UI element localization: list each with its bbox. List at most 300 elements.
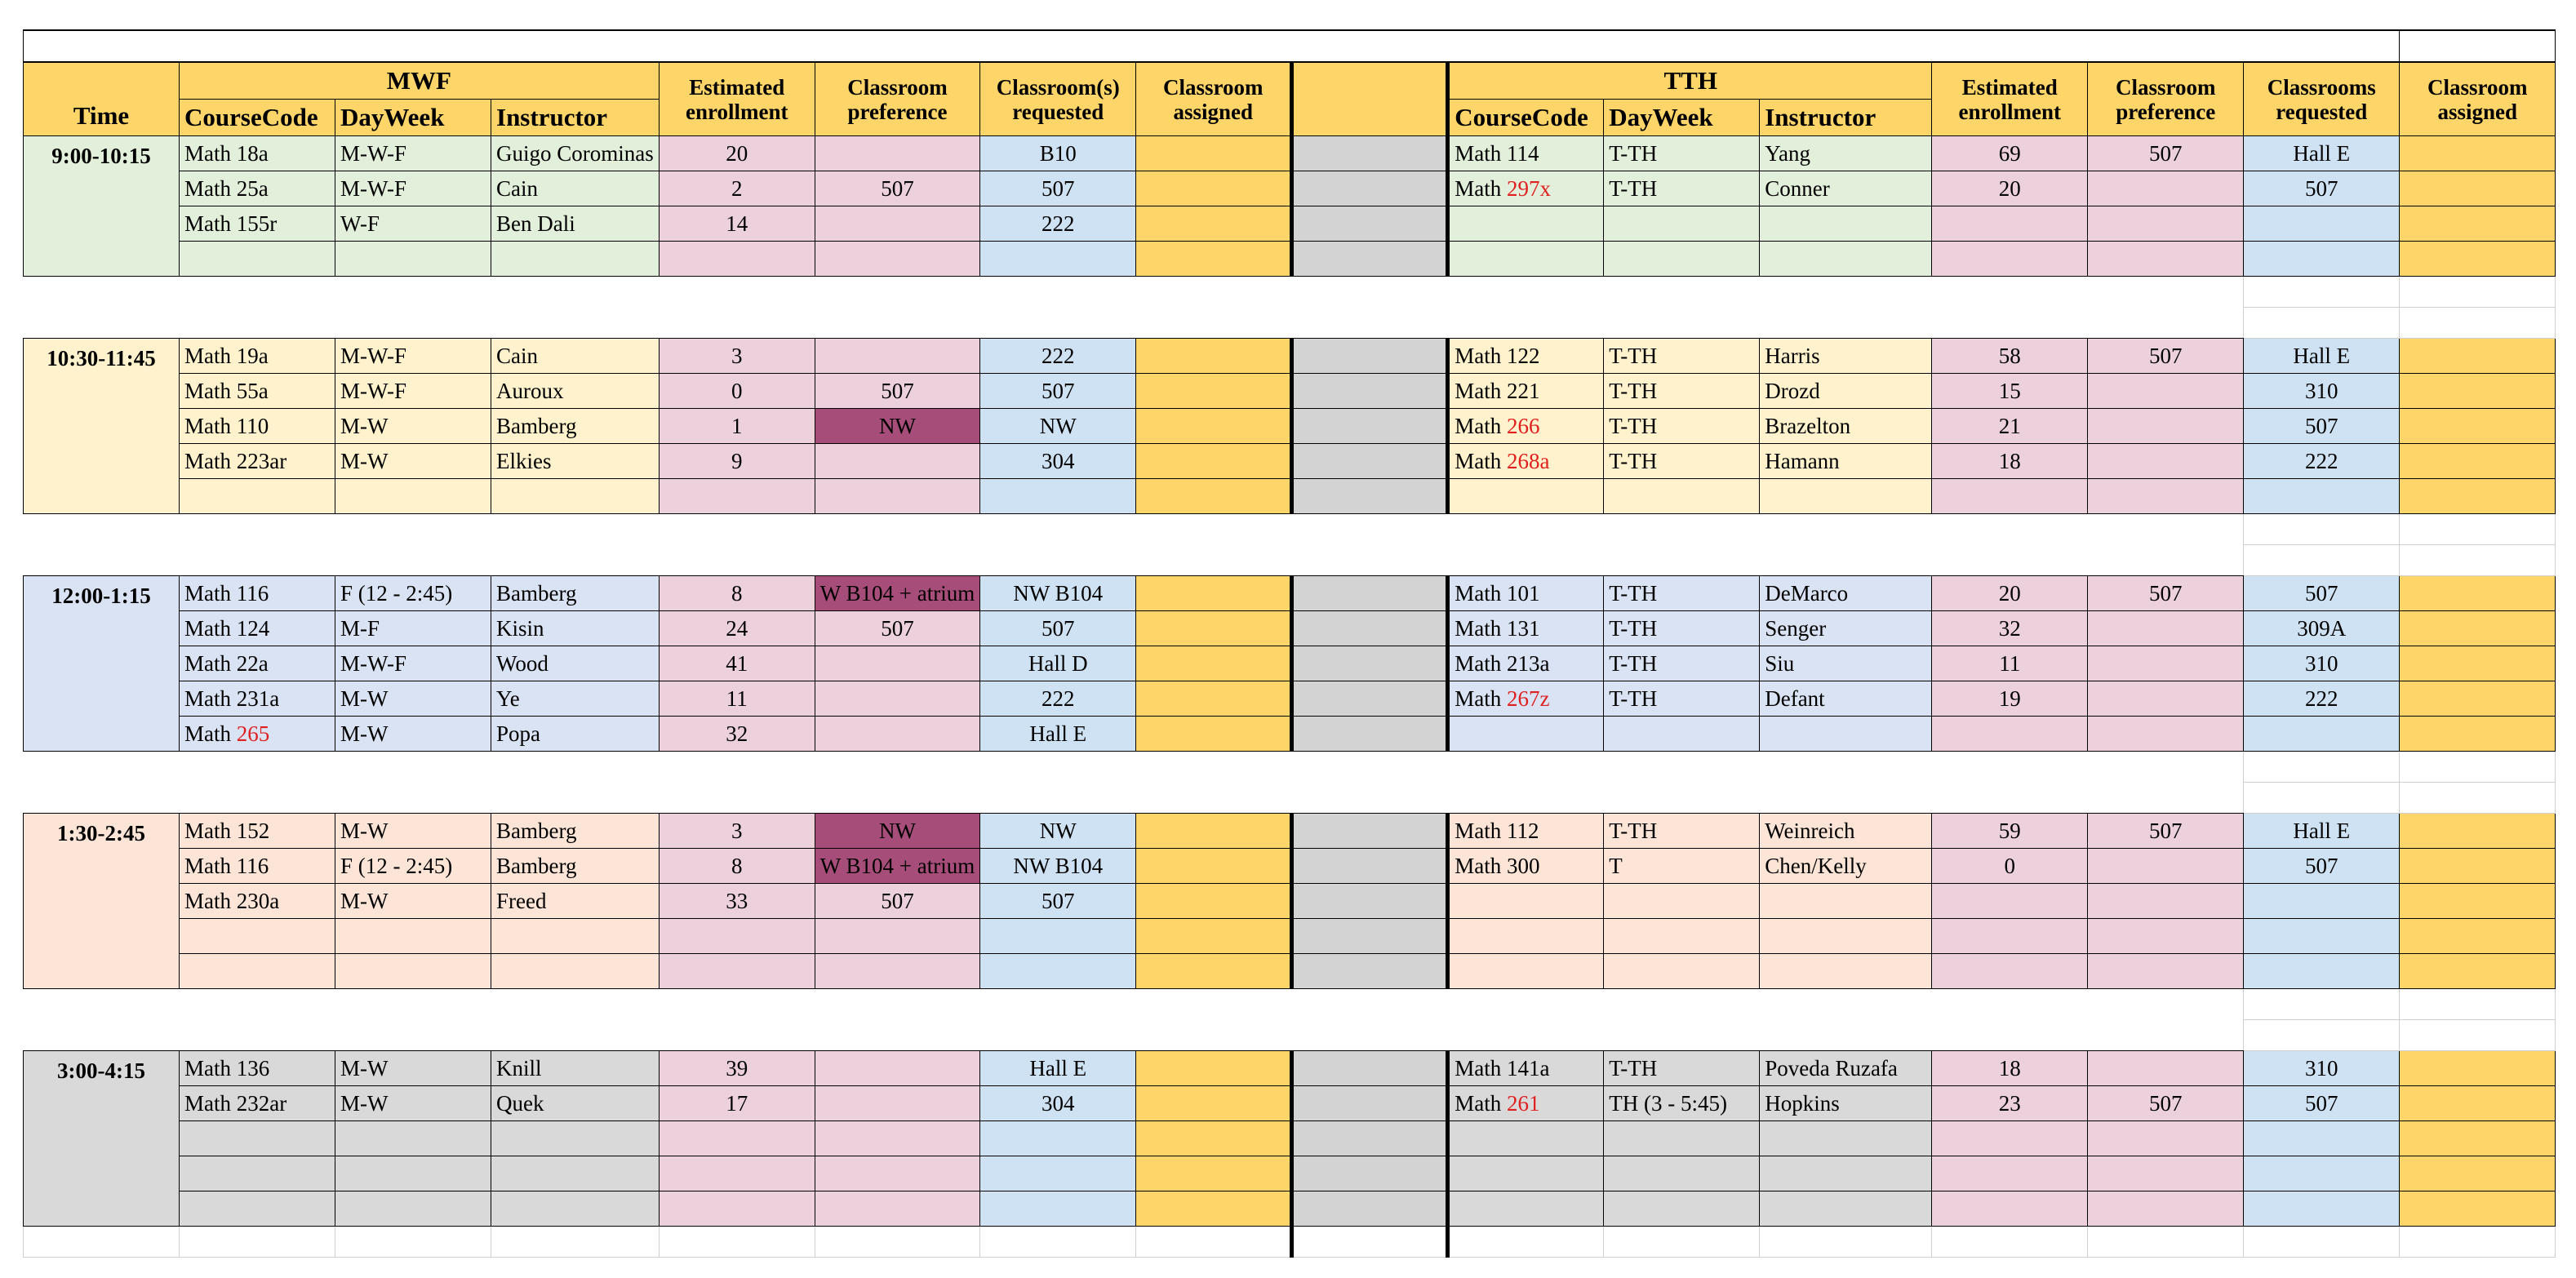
tth-dayweek-cell[interactable] bbox=[1604, 479, 1760, 514]
mwf-instructor-cell[interactable] bbox=[491, 1156, 660, 1191]
mwf-course-code-cell[interactable] bbox=[180, 242, 335, 277]
empty-cell[interactable] bbox=[180, 1227, 335, 1258]
mwf-assigned-cell[interactable] bbox=[1136, 206, 1292, 242]
mwf-instructor-cell[interactable] bbox=[491, 479, 660, 514]
spacer-grid-cell[interactable] bbox=[2400, 308, 2556, 339]
tth-requested-cell[interactable] bbox=[2244, 206, 2400, 242]
tth-requested-cell[interactable] bbox=[2244, 1121, 2400, 1156]
mwf-requested-cell[interactable]: 222 bbox=[980, 206, 1136, 242]
mwf-requested-cell[interactable]: 507 bbox=[980, 374, 1136, 409]
mwf-preference-cell[interactable] bbox=[815, 919, 979, 954]
tth-dayweek-cell[interactable] bbox=[1604, 1121, 1760, 1156]
tth-preference-cell[interactable] bbox=[2088, 444, 2244, 479]
tth-enrollment-cell[interactable]: 21 bbox=[1932, 409, 2088, 444]
tth-course-code-cell[interactable] bbox=[1448, 646, 1604, 681]
mwf-preference-cell[interactable]: NW bbox=[815, 814, 979, 849]
empty-cell[interactable] bbox=[335, 1227, 491, 1258]
tth-assigned-cell[interactable] bbox=[2400, 242, 2556, 277]
tth-enrollment-cell[interactable] bbox=[1932, 884, 2088, 919]
empty-cell[interactable] bbox=[1136, 1227, 1292, 1258]
mwf-dayweek-cell[interactable]: M-W bbox=[335, 409, 491, 444]
tth-dayweek-cell[interactable]: T-TH bbox=[1604, 374, 1760, 409]
tth-preference-cell[interactable] bbox=[2088, 954, 2244, 989]
mwf-preference-cell[interactable] bbox=[815, 717, 979, 752]
tth-instructor-cell[interactable]: Hopkins bbox=[1760, 1086, 1932, 1121]
mwf-enrollment-cell[interactable]: 9 bbox=[659, 444, 815, 479]
tth-course-code-cell[interactable] bbox=[1448, 136, 1604, 171]
tth-dayweek-cell[interactable] bbox=[1604, 884, 1760, 919]
mwf-assigned-cell[interactable] bbox=[1136, 444, 1292, 479]
mwf-requested-cell[interactable]: B10 bbox=[980, 136, 1136, 171]
mwf-enrollment-cell[interactable] bbox=[659, 1156, 815, 1191]
mwf-dayweek-cell[interactable] bbox=[335, 1121, 491, 1156]
tth-dayweek-cell[interactable]: T-TH bbox=[1604, 409, 1760, 444]
tth-preference-cell[interactable] bbox=[2088, 1156, 2244, 1191]
tth-dayweek-cell[interactable]: T bbox=[1604, 849, 1760, 884]
mwf-preference-cell[interactable]: NW bbox=[815, 409, 979, 444]
spacer-cell[interactable] bbox=[24, 752, 2244, 814]
tth-requested-cell[interactable] bbox=[2244, 242, 2400, 277]
tth-dayweek-cell[interactable]: TH (3 - 5:45) bbox=[1604, 1086, 1760, 1121]
mwf-requested-cell[interactable]: 507 bbox=[980, 611, 1136, 646]
tth-requested-cell[interactable] bbox=[2244, 717, 2400, 752]
tth-instructor-header[interactable]: Instructor bbox=[1760, 100, 1932, 136]
tth-course-code-cell[interactable] bbox=[1448, 884, 1604, 919]
tth-requested-cell[interactable]: 507 bbox=[2244, 576, 2400, 611]
tth-assigned-cell[interactable] bbox=[2400, 1191, 2556, 1227]
mwf-dayweek-cell[interactable]: M-W bbox=[335, 681, 491, 717]
mwf-dayweek-cell[interactable] bbox=[335, 479, 491, 514]
mwf-instructor-cell[interactable]: Quek bbox=[491, 1086, 660, 1121]
mwf-enrollment-cell[interactable]: 17 bbox=[659, 1086, 815, 1121]
mwf-assigned-cell[interactable] bbox=[1136, 136, 1292, 171]
empty-cell[interactable] bbox=[491, 1227, 660, 1258]
tth-course-code-cell[interactable] bbox=[1448, 717, 1604, 752]
tth-course-code-cell[interactable] bbox=[1448, 206, 1604, 242]
mwf-dayweek-header[interactable]: DayWeek bbox=[335, 100, 491, 136]
mwf-enrollment-cell[interactable] bbox=[659, 1191, 815, 1227]
mwf-instructor-cell[interactable]: Kisin bbox=[491, 611, 660, 646]
tth-assigned-cell[interactable] bbox=[2400, 206, 2556, 242]
mwf-dayweek-cell[interactable]: M-W-F bbox=[335, 646, 491, 681]
tth-dayweek-cell[interactable] bbox=[1604, 717, 1760, 752]
mwf-instructor-cell[interactable]: Elkies bbox=[491, 444, 660, 479]
tth-assigned-cell[interactable] bbox=[2400, 884, 2556, 919]
mwf-instructor-cell[interactable] bbox=[491, 954, 660, 989]
mwf-instructor-cell[interactable]: Guigo Corominas bbox=[491, 136, 660, 171]
mwf-assigned-cell[interactable] bbox=[1136, 849, 1292, 884]
tth-enrollment-cell[interactable]: 11 bbox=[1932, 646, 2088, 681]
tth-instructor-cell[interactable]: DeMarco bbox=[1760, 576, 1932, 611]
tth-requested-cell[interactable] bbox=[2244, 1191, 2400, 1227]
mwf-instructor-cell[interactable]: Ben Dali bbox=[491, 206, 660, 242]
mwf-assigned-header[interactable]: Classroom assigned bbox=[1136, 62, 1292, 136]
tth-course-code-cell[interactable] bbox=[1448, 444, 1604, 479]
tth-dayweek-cell[interactable]: T-TH bbox=[1604, 681, 1760, 717]
tth-course-code-cell[interactable] bbox=[1448, 374, 1604, 409]
mwf-requested-cell[interactable]: 304 bbox=[980, 1086, 1136, 1121]
mwf-instructor-cell[interactable]: Popa bbox=[491, 717, 660, 752]
tth-assigned-cell[interactable] bbox=[2400, 954, 2556, 989]
mwf-dayweek-cell[interactable]: M-W-F bbox=[335, 339, 491, 374]
tth-preference-cell[interactable] bbox=[2088, 1191, 2244, 1227]
tth-requested-cell[interactable]: 310 bbox=[2244, 646, 2400, 681]
tth-preference-cell[interactable] bbox=[2088, 919, 2244, 954]
tth-preference-cell[interactable] bbox=[2088, 1121, 2244, 1156]
mwf-instructor-cell[interactable] bbox=[491, 242, 660, 277]
mwf-preference-cell[interactable] bbox=[815, 1051, 979, 1086]
time-slot-cell[interactable]: 10:30-11:45 bbox=[24, 339, 180, 514]
mwf-instructor-cell[interactable]: Cain bbox=[491, 339, 660, 374]
mwf-assigned-cell[interactable] bbox=[1136, 339, 1292, 374]
mwf-enrollment-cell[interactable] bbox=[659, 242, 815, 277]
tth-assigned-cell[interactable] bbox=[2400, 717, 2556, 752]
mwf-assigned-cell[interactable] bbox=[1136, 479, 1292, 514]
tth-enrollment-cell[interactable]: 15 bbox=[1932, 374, 2088, 409]
empty-cell[interactable] bbox=[1760, 1227, 1932, 1258]
tth-instructor-cell[interactable]: Poveda Ruzafa bbox=[1760, 1051, 1932, 1086]
mwf-enrollment-cell[interactable] bbox=[659, 954, 815, 989]
tth-requested-cell[interactable]: 507 bbox=[2244, 171, 2400, 206]
mwf-preference-cell[interactable] bbox=[815, 681, 979, 717]
mwf-requested-cell[interactable] bbox=[980, 1156, 1136, 1191]
mwf-preference-header[interactable]: Classroom preference bbox=[815, 62, 979, 136]
tth-dayweek-cell[interactable]: T-TH bbox=[1604, 1051, 1760, 1086]
top-strip-cell[interactable] bbox=[24, 30, 2400, 62]
mwf-preference-cell[interactable] bbox=[815, 206, 979, 242]
mwf-assigned-cell[interactable] bbox=[1136, 954, 1292, 989]
mwf-requested-cell[interactable] bbox=[980, 242, 1136, 277]
tth-requested-cell[interactable]: Hall E bbox=[2244, 136, 2400, 171]
mwf-enrollment-cell[interactable]: 11 bbox=[659, 681, 815, 717]
mwf-instructor-cell[interactable]: Bamberg bbox=[491, 409, 660, 444]
mwf-enrollment-cell[interactable]: 3 bbox=[659, 814, 815, 849]
empty-cell[interactable] bbox=[2400, 1227, 2556, 1258]
tth-dayweek-cell[interactable]: T-TH bbox=[1604, 136, 1760, 171]
mwf-dayweek-cell[interactable]: M-W bbox=[335, 884, 491, 919]
tth-assigned-cell[interactable] bbox=[2400, 136, 2556, 171]
mwf-course-code-cell[interactable] bbox=[180, 646, 335, 681]
mwf-course-code-cell[interactable] bbox=[180, 171, 335, 206]
spacer-grid-cell[interactable] bbox=[2244, 514, 2400, 545]
mwf-coursecode-header[interactable]: CourseCode bbox=[180, 100, 335, 136]
tth-preference-cell[interactable] bbox=[2088, 479, 2244, 514]
tth-instructor-cell[interactable] bbox=[1760, 1156, 1932, 1191]
tth-preference-cell[interactable] bbox=[2088, 206, 2244, 242]
tth-instructor-cell[interactable] bbox=[1760, 242, 1932, 277]
mwf-requested-cell[interactable]: NW B104 bbox=[980, 849, 1136, 884]
tth-preference-cell[interactable]: 507 bbox=[2088, 576, 2244, 611]
mwf-course-code-cell[interactable] bbox=[180, 576, 335, 611]
mwf-enrollment-cell[interactable]: 1 bbox=[659, 409, 815, 444]
tth-instructor-cell[interactable] bbox=[1760, 479, 1932, 514]
mwf-requested-cell[interactable] bbox=[980, 954, 1136, 989]
mwf-dayweek-cell[interactable] bbox=[335, 1156, 491, 1191]
tth-dayweek-cell[interactable] bbox=[1604, 206, 1760, 242]
mwf-assigned-cell[interactable] bbox=[1136, 409, 1292, 444]
spacer-grid-cell[interactable] bbox=[2244, 1020, 2400, 1051]
tth-enrollment-cell[interactable] bbox=[1932, 1191, 2088, 1227]
mwf-instructor-cell[interactable]: Ye bbox=[491, 681, 660, 717]
tth-enrollment-cell[interactable] bbox=[1932, 954, 2088, 989]
mwf-course-code-cell[interactable] bbox=[180, 849, 335, 884]
mwf-preference-cell[interactable] bbox=[815, 444, 979, 479]
mwf-instructor-cell[interactable]: Wood bbox=[491, 646, 660, 681]
spacer-grid-cell[interactable] bbox=[2400, 989, 2556, 1020]
tth-instructor-cell[interactable]: Brazelton bbox=[1760, 409, 1932, 444]
mwf-assigned-cell[interactable] bbox=[1136, 1156, 1292, 1191]
spacer-grid-cell[interactable] bbox=[2400, 1020, 2556, 1051]
mwf-requested-cell[interactable]: NW bbox=[980, 409, 1136, 444]
tth-assigned-cell[interactable] bbox=[2400, 444, 2556, 479]
tth-instructor-cell[interactable] bbox=[1760, 206, 1932, 242]
tth-dayweek-cell[interactable]: T-TH bbox=[1604, 646, 1760, 681]
mwf-enrollment-cell[interactable]: 39 bbox=[659, 1051, 815, 1086]
mwf-assigned-cell[interactable] bbox=[1136, 814, 1292, 849]
tth-requested-cell[interactable]: 507 bbox=[2244, 409, 2400, 444]
tth-assigned-cell[interactable] bbox=[2400, 1086, 2556, 1121]
mwf-requested-cell[interactable]: 222 bbox=[980, 681, 1136, 717]
mwf-instructor-cell[interactable] bbox=[491, 1121, 660, 1156]
mwf-assigned-cell[interactable] bbox=[1136, 1051, 1292, 1086]
tth-dayweek-cell[interactable] bbox=[1604, 919, 1760, 954]
tth-requested-cell[interactable]: Hall E bbox=[2244, 814, 2400, 849]
mwf-assigned-cell[interactable] bbox=[1136, 646, 1292, 681]
spacer-cell[interactable] bbox=[24, 277, 2244, 339]
tth-instructor-cell[interactable]: Weinreich bbox=[1760, 814, 1932, 849]
tth-requested-cell[interactable]: 222 bbox=[2244, 681, 2400, 717]
mwf-requested-cell[interactable] bbox=[980, 919, 1136, 954]
mwf-preference-cell[interactable]: W B104 + atrium bbox=[815, 849, 979, 884]
mwf-enrollment-cell[interactable]: 41 bbox=[659, 646, 815, 681]
mwf-assigned-cell[interactable] bbox=[1136, 884, 1292, 919]
tth-preference-cell[interactable] bbox=[2088, 646, 2244, 681]
mwf-course-code-cell[interactable] bbox=[180, 1191, 335, 1227]
top-strip-end-cell[interactable] bbox=[2400, 30, 2556, 62]
mwf-instructor-cell[interactable]: Freed bbox=[491, 884, 660, 919]
spacer-grid-cell[interactable] bbox=[2244, 545, 2400, 576]
tth-course-code-cell[interactable] bbox=[1448, 1121, 1604, 1156]
spacer-grid-cell[interactable] bbox=[2244, 308, 2400, 339]
mwf-group-header[interactable]: MWF bbox=[180, 62, 660, 100]
tth-instructor-cell[interactable]: Hamann bbox=[1760, 444, 1932, 479]
mwf-course-code-cell[interactable] bbox=[180, 919, 335, 954]
mwf-dayweek-cell[interactable]: M-W bbox=[335, 814, 491, 849]
tth-preference-cell[interactable] bbox=[2088, 611, 2244, 646]
tth-dayweek-cell[interactable]: T-TH bbox=[1604, 171, 1760, 206]
empty-cell[interactable] bbox=[1932, 1227, 2088, 1258]
mwf-instructor-cell[interactable]: Auroux bbox=[491, 374, 660, 409]
mwf-requested-cell[interactable]: Hall E bbox=[980, 717, 1136, 752]
mwf-enrollment-cell[interactable]: 8 bbox=[659, 849, 815, 884]
tth-enrollment-cell[interactable]: 58 bbox=[1932, 339, 2088, 374]
mwf-enrollment-cell[interactable]: 3 bbox=[659, 339, 815, 374]
tth-assigned-cell[interactable] bbox=[2400, 339, 2556, 374]
mwf-assigned-cell[interactable] bbox=[1136, 681, 1292, 717]
mwf-preference-cell[interactable] bbox=[815, 646, 979, 681]
tth-assigned-cell[interactable] bbox=[2400, 919, 2556, 954]
mwf-requested-cell[interactable] bbox=[980, 1191, 1136, 1227]
mwf-assigned-cell[interactable] bbox=[1136, 171, 1292, 206]
mwf-dayweek-cell[interactable]: W-F bbox=[335, 206, 491, 242]
mwf-assigned-cell[interactable] bbox=[1136, 717, 1292, 752]
tth-instructor-cell[interactable]: Drozd bbox=[1760, 374, 1932, 409]
empty-cell[interactable] bbox=[2244, 1227, 2400, 1258]
tth-course-code-cell[interactable] bbox=[1448, 409, 1604, 444]
time-slot-cell[interactable]: 1:30-2:45 bbox=[24, 814, 180, 989]
tth-enrollment-cell[interactable] bbox=[1932, 1121, 2088, 1156]
tth-enrollment-cell[interactable]: 59 bbox=[1932, 814, 2088, 849]
tth-course-code-cell[interactable] bbox=[1448, 339, 1604, 374]
mwf-course-code-cell[interactable] bbox=[180, 1051, 335, 1086]
tth-enrollment-cell[interactable]: 18 bbox=[1932, 1051, 2088, 1086]
mwf-dayweek-cell[interactable] bbox=[335, 1191, 491, 1227]
empty-cell[interactable] bbox=[659, 1227, 815, 1258]
tth-enrollment-cell[interactable]: 23 bbox=[1932, 1086, 2088, 1121]
mwf-assigned-cell[interactable] bbox=[1136, 1121, 1292, 1156]
tth-dayweek-cell[interactable]: T-TH bbox=[1604, 339, 1760, 374]
tth-preference-cell[interactable] bbox=[2088, 1051, 2244, 1086]
mwf-dayweek-cell[interactable]: M-W bbox=[335, 444, 491, 479]
mwf-assigned-cell[interactable] bbox=[1136, 919, 1292, 954]
tth-instructor-cell[interactable]: Harris bbox=[1760, 339, 1932, 374]
tth-instructor-cell[interactable] bbox=[1760, 954, 1932, 989]
spacer-grid-cell[interactable] bbox=[2244, 752, 2400, 783]
tth-assigned-cell[interactable] bbox=[2400, 1051, 2556, 1086]
mwf-dayweek-cell[interactable]: M-W bbox=[335, 1051, 491, 1086]
tth-course-code-cell[interactable] bbox=[1448, 1191, 1604, 1227]
tth-enrollment-cell[interactable]: 20 bbox=[1932, 576, 2088, 611]
tth-assigned-cell[interactable] bbox=[2400, 374, 2556, 409]
tth-enrollment-cell[interactable] bbox=[1932, 717, 2088, 752]
tth-dayweek-cell[interactable]: T-TH bbox=[1604, 444, 1760, 479]
tth-preference-cell[interactable] bbox=[2088, 681, 2244, 717]
spacer-grid-cell[interactable] bbox=[2400, 514, 2556, 545]
mwf-instructor-cell[interactable]: Knill bbox=[491, 1051, 660, 1086]
spacer-grid-cell[interactable] bbox=[2244, 783, 2400, 814]
tth-requested-cell[interactable]: 222 bbox=[2244, 444, 2400, 479]
tth-assigned-cell[interactable] bbox=[2400, 1121, 2556, 1156]
mwf-preference-cell[interactable] bbox=[815, 339, 979, 374]
tth-enrollment-cell[interactable]: 32 bbox=[1932, 611, 2088, 646]
tth-requested-cell[interactable]: 310 bbox=[2244, 1051, 2400, 1086]
mwf-course-code-cell[interactable] bbox=[180, 479, 335, 514]
mwf-enrollment-cell[interactable]: 2 bbox=[659, 171, 815, 206]
tth-dayweek-cell[interactable]: T-TH bbox=[1604, 611, 1760, 646]
tth-enrollment-cell[interactable]: 0 bbox=[1932, 849, 2088, 884]
tth-requested-cell[interactable]: 310 bbox=[2244, 374, 2400, 409]
mwf-enrollment-cell[interactable]: 14 bbox=[659, 206, 815, 242]
tth-dayweek-header[interactable]: DayWeek bbox=[1604, 100, 1760, 136]
tth-course-code-cell[interactable] bbox=[1448, 1156, 1604, 1191]
mwf-dayweek-cell[interactable]: M-W bbox=[335, 1086, 491, 1121]
mwf-preference-cell[interactable] bbox=[815, 479, 979, 514]
tth-preference-cell[interactable] bbox=[2088, 884, 2244, 919]
mwf-requested-cell[interactable]: 507 bbox=[980, 171, 1136, 206]
mwf-course-code-cell[interactable] bbox=[180, 374, 335, 409]
mwf-course-code-cell[interactable] bbox=[180, 1086, 335, 1121]
empty-cell[interactable] bbox=[1448, 1227, 1604, 1258]
mwf-enrollment-cell[interactable] bbox=[659, 1121, 815, 1156]
tth-requested-cell[interactable]: Hall E bbox=[2244, 339, 2400, 374]
tth-course-code-cell[interactable] bbox=[1448, 814, 1604, 849]
tth-preference-cell[interactable] bbox=[2088, 849, 2244, 884]
mwf-course-code-cell[interactable] bbox=[180, 339, 335, 374]
tth-assigned-cell[interactable] bbox=[2400, 576, 2556, 611]
mwf-preference-cell[interactable] bbox=[815, 1121, 979, 1156]
tth-requested-cell[interactable]: 309A bbox=[2244, 611, 2400, 646]
tth-dayweek-cell[interactable]: T-TH bbox=[1604, 576, 1760, 611]
mwf-preference-cell[interactable] bbox=[815, 1191, 979, 1227]
mwf-preference-cell[interactable]: 507 bbox=[815, 884, 979, 919]
tth-instructor-cell[interactable]: Senger bbox=[1760, 611, 1932, 646]
tth-course-code-cell[interactable] bbox=[1448, 611, 1604, 646]
mwf-instructor-cell[interactable]: Bamberg bbox=[491, 849, 660, 884]
tth-course-code-cell[interactable] bbox=[1448, 849, 1604, 884]
mwf-assigned-cell[interactable] bbox=[1136, 242, 1292, 277]
mwf-requested-cell[interactable]: 304 bbox=[980, 444, 1136, 479]
mwf-assigned-cell[interactable] bbox=[1136, 1191, 1292, 1227]
mwf-preference-cell[interactable] bbox=[815, 954, 979, 989]
tth-enrollment-cell[interactable]: 20 bbox=[1932, 171, 2088, 206]
mwf-requested-cell[interactable]: 222 bbox=[980, 339, 1136, 374]
tth-enrollment-cell[interactable]: 18 bbox=[1932, 444, 2088, 479]
mwf-course-code-cell[interactable] bbox=[180, 136, 335, 171]
tth-instructor-cell[interactable]: Yang bbox=[1760, 136, 1932, 171]
tth-preference-cell[interactable] bbox=[2088, 409, 2244, 444]
mwf-course-code-cell[interactable] bbox=[180, 884, 335, 919]
tth-requested-cell[interactable] bbox=[2244, 884, 2400, 919]
mwf-course-code-cell[interactable] bbox=[180, 206, 335, 242]
mwf-enrollment-cell[interactable]: 24 bbox=[659, 611, 815, 646]
mwf-requested-cell[interactable]: NW B104 bbox=[980, 576, 1136, 611]
spacer-grid-cell[interactable] bbox=[2400, 783, 2556, 814]
tth-requested-cell[interactable] bbox=[2244, 1156, 2400, 1191]
mwf-course-code-cell[interactable] bbox=[180, 681, 335, 717]
empty-cell[interactable] bbox=[980, 1227, 1136, 1258]
tth-preference-cell[interactable]: 507 bbox=[2088, 814, 2244, 849]
mwf-course-code-cell[interactable] bbox=[180, 717, 335, 752]
mwf-dayweek-cell[interactable]: M-W bbox=[335, 717, 491, 752]
mwf-preference-cell[interactable] bbox=[815, 242, 979, 277]
mwf-preference-cell[interactable] bbox=[815, 136, 979, 171]
mwf-dayweek-cell[interactable]: M-W-F bbox=[335, 171, 491, 206]
tth-preference-cell[interactable]: 507 bbox=[2088, 136, 2244, 171]
tth-enrollment-cell[interactable] bbox=[1932, 919, 2088, 954]
tth-course-code-cell[interactable] bbox=[1448, 1051, 1604, 1086]
tth-preference-header[interactable]: Classroom preference bbox=[2088, 62, 2244, 136]
mwf-dayweek-cell[interactable]: M-W-F bbox=[335, 136, 491, 171]
mwf-course-code-cell[interactable] bbox=[180, 814, 335, 849]
tth-course-code-cell[interactable] bbox=[1448, 1086, 1604, 1121]
tth-assigned-cell[interactable] bbox=[2400, 1156, 2556, 1191]
mwf-enrollment-cell[interactable]: 33 bbox=[659, 884, 815, 919]
mwf-assigned-cell[interactable] bbox=[1136, 576, 1292, 611]
mwf-enrollment-header[interactable]: Estimated enrollment bbox=[659, 62, 815, 136]
tth-preference-cell[interactable]: 507 bbox=[2088, 1086, 2244, 1121]
tth-requested-header[interactable]: Classrooms requested bbox=[2244, 62, 2400, 136]
tth-assigned-cell[interactable] bbox=[2400, 409, 2556, 444]
mwf-enrollment-cell[interactable] bbox=[659, 919, 815, 954]
mwf-requested-cell[interactable]: 507 bbox=[980, 884, 1136, 919]
tth-assigned-cell[interactable] bbox=[2400, 849, 2556, 884]
time-slot-cell[interactable]: 12:00-1:15 bbox=[24, 576, 180, 752]
tth-instructor-cell[interactable]: Siu bbox=[1760, 646, 1932, 681]
mwf-assigned-cell[interactable] bbox=[1136, 611, 1292, 646]
mwf-preference-cell[interactable] bbox=[815, 1156, 979, 1191]
tth-assigned-cell[interactable] bbox=[2400, 611, 2556, 646]
empty-cell[interactable] bbox=[1604, 1227, 1760, 1258]
